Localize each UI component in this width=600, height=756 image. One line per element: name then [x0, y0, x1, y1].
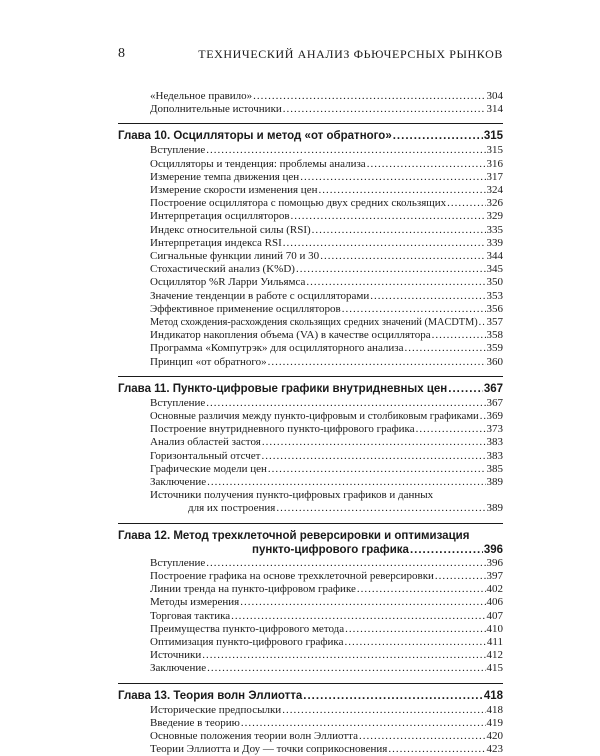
- toc-continuation: [118, 90, 503, 116]
- chapter-12: [118, 523, 503, 676]
- toc-entry: Теории Эллиотта и Доу — точки соприкосновения ..... 423: [118, 743, 503, 756]
- page-number: 8: [118, 46, 125, 61]
- running-title: ТЕХНИЧЕСКИЙ АНАЛИЗ ФЬЮЧЕРСНЫХ РЫНКОВ: [198, 47, 503, 61]
- toc-entry: Источники ..... 412: [118, 649, 503, 662]
- toc-entry: Вступление ..... 315: [118, 144, 503, 157]
- toc-entry: Преимущества пункто-цифрового метода ..... 410: [118, 623, 503, 636]
- toc-entry: Интерпретация осцилляторов ..... 329: [118, 210, 503, 223]
- toc-entry: Стохастический анализ (K%D) ..... 345: [118, 263, 503, 276]
- toc-entry: Принцип «от обратного» ..... 360: [118, 356, 503, 369]
- chapter-title: Глава 11. Пункто-цифровые графики внутридневных цен ..... 367: [118, 382, 503, 397]
- toc-entry: Интерпретация индекса RSI ..... 339: [118, 237, 503, 250]
- toc-entry: Заключение ..... 415: [118, 662, 503, 675]
- page-header: [118, 46, 503, 66]
- toc-entry: Анализ областей застоя ..... 383: [118, 436, 503, 449]
- toc-entry: Программа «Компутрэк» для осцилляторного анализа ..... 359: [118, 342, 503, 355]
- chapter-11: [118, 376, 503, 516]
- toc-entry: Измерение темпа движения цен ..... 317: [118, 171, 503, 184]
- toc-entry: Сигнальные функции линий 70 и 30 ..... 344: [118, 250, 503, 263]
- toc-entry: Осциллятор %R Ларри Уильямса ..... 350: [118, 276, 503, 289]
- toc-entry: Индикатор накопления объема (VA) в качестве осциллятора ..... 358: [118, 329, 503, 342]
- toc-entry: Эффективное применение осцилляторов ..... 356: [118, 303, 503, 316]
- toc-entry: Вступление ..... 367: [118, 397, 503, 410]
- toc-entry: Линии тренда на пункто-цифровом графике ..... 402: [118, 583, 503, 596]
- toc-entry: Метод схождения-расхождения скользящих средних значений (MACDTM) ..... 357: [118, 316, 503, 329]
- chapter-13: [118, 683, 503, 756]
- toc-entry: Горизонтальный отсчет ..... 383: [118, 450, 503, 463]
- toc-entry: Методы измерения ..... 406: [118, 596, 503, 609]
- toc-entry: «Недельное правило» ..... 304: [118, 90, 503, 103]
- toc-entry: Дополнительные источники ..... 314: [118, 103, 503, 116]
- toc-entry: Основные положения теории волн Эллиотта ..... 420: [118, 730, 503, 743]
- toc-entry: Построение осциллятора с помощью двух средних скользящих ..... 326: [118, 197, 503, 210]
- chapter-title: Глава 12. Метод трехклеточной реверсировки и оптимизация: [118, 529, 470, 542]
- chapter-title-continued: пункто-цифрового графика ..... 396: [118, 543, 503, 557]
- toc-entry: Индекс относительной силы (RSI) ..... 335: [118, 224, 503, 237]
- table-of-contents: [118, 90, 503, 756]
- chapter-title: Глава 13. Теория волн Эллиотта ..... 418: [118, 689, 503, 704]
- toc-entry: Построение внутридневного пункто-цифрового графика ..... 373: [118, 423, 503, 436]
- chapter-10: [118, 123, 503, 368]
- toc-entry: Торговая тактика ..... 407: [118, 610, 503, 623]
- toc-entry: Исторические предпосылки ..... 418: [118, 704, 503, 717]
- toc-entry: Вступление ..... 396: [118, 557, 503, 570]
- toc-entry: Основные различия между пункто-цифровым и столбиковым графиками ..... 369: [118, 410, 503, 423]
- toc-entry: Введение в теорию ..... 419: [118, 717, 503, 730]
- toc-entry: Заключение ..... 389: [118, 476, 503, 489]
- toc-entry: Оптимизация пункто-цифрового графика ..... 411: [118, 636, 503, 649]
- toc-entry-multiline: Источники получения пункто-цифровых графиков и данных: [150, 489, 434, 502]
- toc-entry: Измерение скорости изменения цен ..... 324: [118, 184, 503, 197]
- toc-entry: Значение тенденции в работе с осцилляторами ..... 353: [118, 290, 503, 303]
- chapter-title: Глава 10. Осцилляторы и метод «от обратного» ..... 315: [118, 129, 503, 144]
- toc-entry: Осцилляторы и тенденция: проблемы анализа ..... 316: [118, 158, 503, 171]
- toc-entry: Графические модели цен ..... 385: [118, 463, 503, 476]
- toc-entry: Построение графика на основе трехклеточной реверсировки ..... 397: [118, 570, 503, 583]
- toc-entry: для их построения ..... 389: [118, 502, 503, 515]
